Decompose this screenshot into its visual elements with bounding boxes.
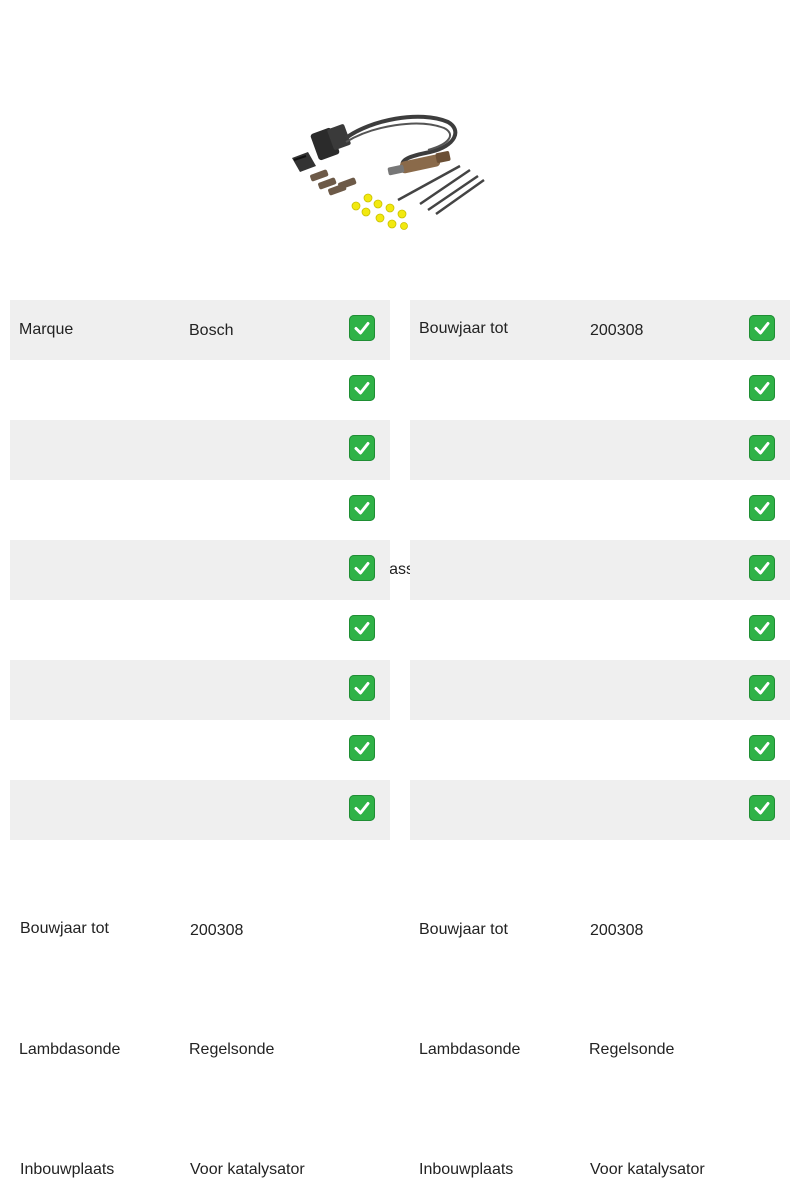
spec-value: Regelsonde bbox=[189, 1041, 275, 1058]
check-icon bbox=[349, 615, 375, 641]
spec-row bbox=[410, 780, 790, 840]
spec-value: 200308 bbox=[190, 922, 244, 939]
spec-row bbox=[10, 600, 390, 939]
spec-label: Bouwjaar tot bbox=[419, 921, 508, 938]
spec-label: Lambdasonde bbox=[19, 1041, 121, 1058]
check-icon bbox=[349, 435, 375, 461]
spec-label: Inbouwplaats bbox=[20, 1161, 115, 1178]
spec-value: Voor katalysator bbox=[190, 1161, 305, 1178]
spec-row bbox=[410, 300, 790, 360]
check-icon bbox=[349, 735, 375, 761]
spec-row bbox=[410, 420, 790, 480]
check-icon bbox=[749, 675, 775, 701]
spec-row bbox=[10, 540, 390, 600]
check-icon bbox=[749, 735, 775, 761]
spec-value: Regelsonde bbox=[589, 1041, 675, 1058]
spec-label: Bouwjaar tot bbox=[20, 920, 109, 937]
spec-value: Voor katalysator bbox=[590, 1161, 705, 1178]
spec-row bbox=[10, 780, 390, 840]
spec-table-left bbox=[10, 300, 432, 1178]
check-icon bbox=[749, 615, 775, 641]
product-image bbox=[0, 0, 800, 300]
spec-value: 200308 bbox=[590, 322, 644, 339]
spec-table-right bbox=[410, 300, 790, 1178]
lambda-sensor-kit-image bbox=[280, 100, 520, 240]
check-icon bbox=[749, 795, 775, 821]
check-icon bbox=[349, 795, 375, 821]
spec-label: Marque bbox=[19, 321, 74, 338]
spec-label: Inbouwplaats bbox=[419, 1161, 514, 1178]
check-icon bbox=[749, 315, 775, 341]
check-icon bbox=[349, 375, 375, 401]
spec-row bbox=[10, 360, 390, 420]
spec-value: 200308 bbox=[590, 922, 644, 939]
check-icon bbox=[349, 555, 375, 581]
spec-row bbox=[410, 600, 790, 939]
check-icon bbox=[749, 435, 775, 461]
check-icon bbox=[349, 495, 375, 521]
spec-row bbox=[410, 540, 790, 600]
check-icon bbox=[349, 675, 375, 701]
check-icon bbox=[349, 315, 375, 341]
spec-row bbox=[410, 480, 790, 540]
spec-row bbox=[10, 480, 390, 540]
spec-label: Lambdasonde bbox=[419, 1041, 521, 1058]
spec-row bbox=[10, 420, 432, 578]
spec-row bbox=[10, 300, 390, 360]
spec-value: Bosch bbox=[189, 322, 234, 339]
check-icon bbox=[749, 555, 775, 581]
check-icon bbox=[749, 375, 775, 401]
spec-row bbox=[410, 360, 790, 420]
spec-value: aanpassen bbox=[353, 561, 432, 578]
spec-label: Bouwjaar tot bbox=[419, 320, 508, 337]
check-icon bbox=[749, 495, 775, 521]
